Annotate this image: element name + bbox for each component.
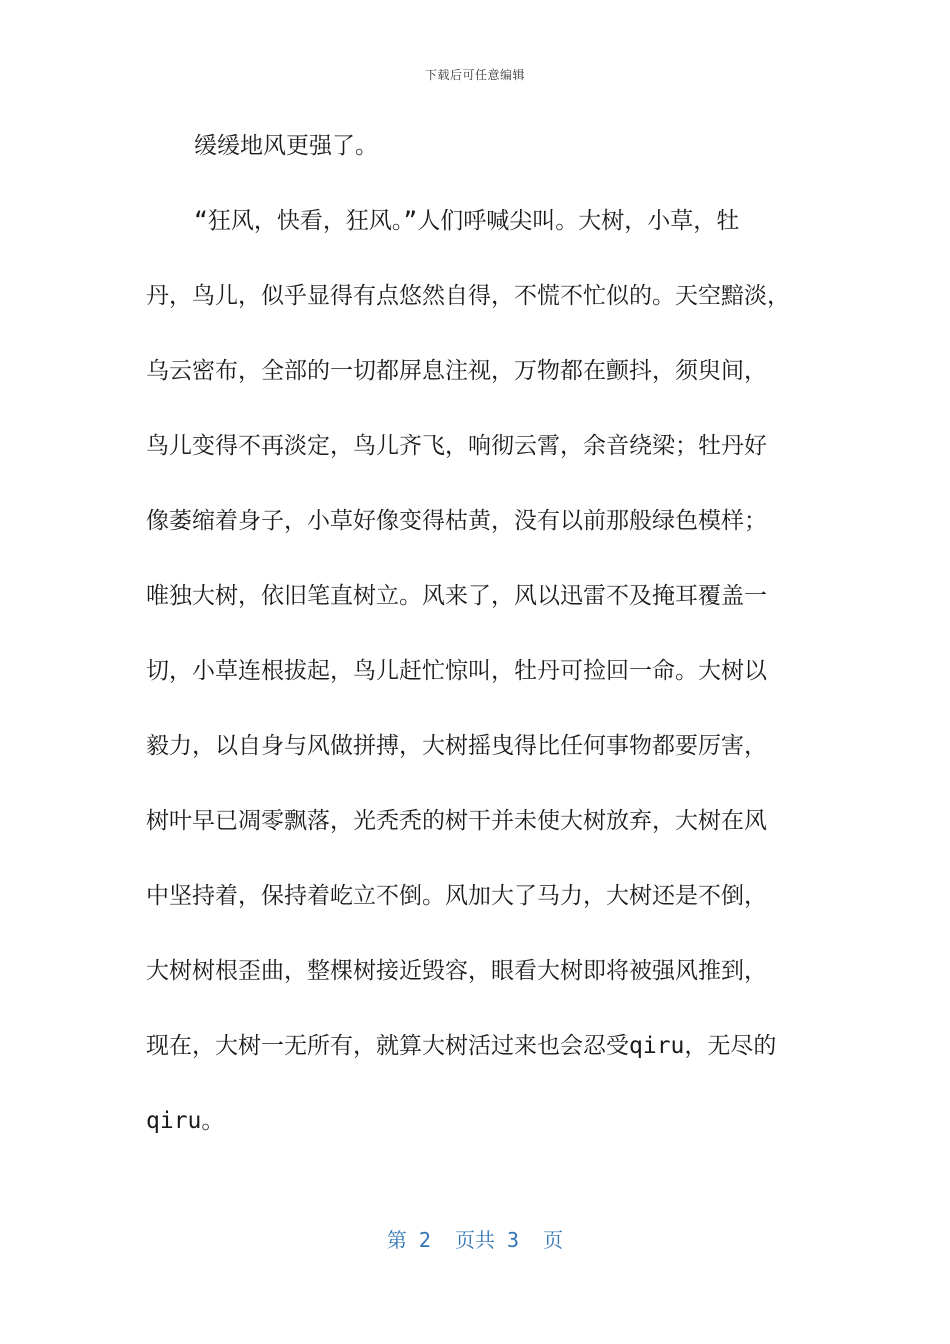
paragraph-line: 切，小草连根拔起，鸟儿赶忙惊叫，牡丹可捡回一命。大树以	[146, 658, 767, 684]
paragraph-line: 缓缓地风更强了。	[194, 133, 378, 159]
page-number-footer: 第 2 页共 3 页	[386, 1228, 564, 1252]
paragraph-line: qiru。	[146, 1108, 225, 1134]
paragraph-line: 现在，大树一无所有，就算大树活过来也会忍受qiru，无尽的	[146, 1033, 777, 1059]
paragraph-line: “狂风，快看，狂风。”人们呼喊尖叫。大树，小草，牡	[194, 208, 740, 234]
header-note: 下载后可任意编辑	[424, 68, 525, 82]
paragraph-line: 鸟儿变得不再淡定，鸟儿齐飞，响彻云霄，余音绕梁；牡丹好	[146, 433, 767, 459]
body-text	[146, 126, 806, 1176]
paragraph-line: 毅力，以自身与风做拼搏，大树摇曳得比任何事物都要厉害，	[146, 733, 767, 759]
paragraph-line: 唯独大树，依旧笔直树立。风来了，风以迅雷不及掩耳覆盖一	[146, 583, 767, 609]
paragraph-line: 像萎缩着身子，小草好像变得枯黄，没有以前那般绿色模样；	[146, 508, 767, 534]
paragraph-line: 树叶早已凋零飘落，光秃秃的树干并未使大树放弃，大树在风	[146, 808, 767, 834]
paragraph-line: 丹，鸟儿，似乎显得有点悠然自得，不慌不忙似的。天空黯淡，	[146, 283, 790, 309]
paragraph-line: 中坚持着，保持着屹立不倒。风加大了马力，大树还是不倒，	[146, 883, 767, 909]
paragraph-line: 大树树根歪曲，整棵树接近毁容，眼看大树即将被强风推到，	[146, 958, 767, 984]
paragraph-line: 乌云密布，全部的一切都屏息注视，万物都在颤抖，须臾间，	[146, 358, 767, 384]
